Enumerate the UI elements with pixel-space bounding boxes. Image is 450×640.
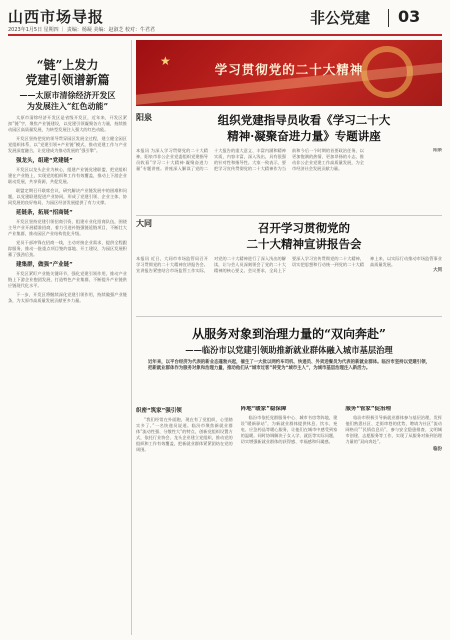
paragraph: 党员干部冲锋在招商一线，主动对接企业需求，提供全程跟踪服务，推动一批重点项目签约落地、开工建设，为园区发展积蓄了强劲后劲。: [8, 240, 127, 257]
section-title: 非公党建: [310, 9, 371, 27]
location-tag: 大同: [136, 219, 152, 228]
headline-line: 组织党建指导员收看《学习二十大: [217, 113, 391, 127]
left-article-body: [8, 115, 127, 304]
story-body: [136, 406, 442, 634]
left-article-title-line1: “链”上发力: [36, 58, 99, 72]
story-divider: [136, 215, 442, 216]
location-tag: 阳泉: [136, 113, 152, 122]
left-article-heading: [8, 58, 127, 112]
masthead-rule: [8, 34, 442, 36]
left-article: [8, 40, 132, 635]
story-headline: [168, 220, 440, 252]
paragraph: “我们经常在外面跑，现在有了党组织，心里踏实多了。”一名快递员说道。临汾市聚焦新就业群体“流动性强、分散性大”的特点，创新党组织设置方式，依托行业协会、龙头企业建立党组织，推动党的组织和工作有效覆盖，把新就业群体紧紧团结在党的周围。: [136, 417, 233, 452]
byline: 大同: [433, 268, 442, 273]
story-headline: 从服务对象到治理力量的“双向奔赴”: [192, 327, 386, 341]
story-divider: [136, 316, 442, 317]
byline: 阳泉: [433, 148, 442, 153]
main-content: [136, 40, 442, 635]
story-subheading: 织密“筑家”强引领: [136, 408, 182, 414]
byline: 临汾: [433, 447, 442, 452]
left-article-subheading: 强龙头，组建“党建链”: [16, 158, 73, 164]
paragraph: 开发区坚持把党的领导贯穿园区发展全过程，建立健全园区党组织体系，以“党建引领+产业链”模式，推动党建工作与产业发展深度融合，让党建成为推动发展的“强引擎”。: [8, 136, 127, 153]
paragraph: 开发区紧盯产业链关键环节，强化党建引领作用，推动产业链上下游企业抱团发展，打造特色产业集群，不断提升产业链供应链现代化水平。: [8, 271, 127, 288]
paragraph: 开发区坚持党建引领招商引资，组建专业化招商队伍，围绕主导产业开展精准招商，着力引进补链强链延链项目，不断壮大产业集群，推动园区产业结构优化升级。: [8, 219, 127, 236]
headline-line: 精神·凝聚奋进力量》专题讲座: [227, 129, 381, 143]
paper-name: 山西市场导报: [8, 8, 105, 26]
paragraph: 太原市清徐经济开发区是省级开发区，近年来，开发区紧扣“链”字，聚焦产业链建设，以党建引领凝聚各方力量，持续推动园区高质量发展，为转型发展注入强大的红色动能。: [8, 115, 127, 132]
banner-title: 学习贯彻党的二十大精神: [214, 62, 364, 77]
left-article-subtitle-line1: ——太原市清徐经济开发区: [19, 90, 116, 100]
paragraph: 下一步，开发区将继续深化党建引领作用，持续做强产业链条，为太原市高质量发展贡献更多力量。: [8, 292, 127, 303]
paragraph: 开发区以龙头企业为核心，组建产业链党建联盟，把党组织建在产业链上，实现党的组织和工作有效覆盖，推动上下游企业联动发展，共享资源，共促发展。: [8, 167, 127, 184]
story-subheadline: ——临汾市以党建引领助推新就业群体融入城市基层治理: [185, 345, 393, 355]
story-subheading: 服务“管家”促治理: [345, 406, 392, 412]
page-number: 03: [398, 7, 421, 26]
left-article-subtitle-line2: 为发展注入“红色动能”: [26, 101, 109, 111]
paragraph: 临汾市依托党群服务中心、城市书房等阵地，建设“暖新驿站”，为新就业群体提供休息、饮水、充电、应急药品等暖心服务，让他们在城市中感受到家的温暖。同时协调解决子女入学、就医等实际问题，切实增强新就业群体的获得感、幸福感和归属感。: [240, 415, 338, 444]
story-body: [136, 148, 442, 212]
left-article-title-line2: 党建引领谱新篇: [25, 73, 110, 87]
left-article-subheading: 建集群，做强“产业链”: [16, 262, 73, 268]
issue-meta: 2023年1月5日 星期四 ｜ 责编：杨凝 美编：赵淑芝 校对：牛君君: [8, 27, 156, 33]
paragraph: 临汾市积极引导新就业群体参与基层治理，发挥他们熟悉社区、走街串巷的优势，聘请为社区“流动网格员”“民情信息员”，参与安全隐患排查、文明城市创建、志愿服务等工作，实现了从服务对象到治理力量的“双向奔赴”。: [345, 415, 442, 444]
story-headline: [168, 112, 440, 144]
masthead-divider: [388, 9, 389, 27]
story-subheading: 阵地“暖家”稳保障: [240, 406, 287, 412]
feature-banner: [136, 40, 442, 106]
story-lead: 近年来，以平台经济为代表的新业态蓬勃兴起，催生了一大批以网约车司机、快递员、外卖送餐员为代表的新就业群体。临汾市坚持以党建引领，把新就业群体作为服务对象和治理力量，推动他们从“城市过客”转变为“城市主人”，为城市基层治理注入新活力。: [148, 360, 430, 372]
headline-line: 召开学习贯彻党的: [258, 221, 350, 235]
star-icon: ★: [160, 54, 171, 68]
headline-line: 二十大精神宣讲报告会: [246, 237, 362, 251]
paragraph: 联盟定期召开联席会议，研究解决产业链发展中的困难和问题，以党建联建促进产业协同，形成了党建引领、企业主体、协同发展的良好格局，为园区经济发展提供了有力支撑。: [8, 188, 127, 205]
left-article-subheading: 延链条，拓展“招商链”: [16, 210, 73, 216]
story-body: [136, 256, 442, 308]
paragraph: 本报讯 为深入学习贯彻党的二十大精神，阳泉市非公企业党委组织党建指导员收看“学习二十大精神·凝聚奋进力量”专题讲座。讲座深入解读了党的二十大报告的重大意义、丰富内涵和精神实质，内容丰富，深入浅出，具有很强的针对性和指导性。大家一致表示，要把学习宣传贯彻党的二十大精神作为当前和今后一个时期的首要政治任务，以更加饱满的热情、更加昂扬的斗志，推动非公企业党建工作高质量发展，为全市经济社会发展贡献力量。: [136, 148, 364, 171]
paragraph: 本报讯 近日，大同市市场监管局召开学习贯彻党的二十大精神宣讲报告会。宣讲报告紧密结合市场监管工作实际，对党的二十大精神进行了深入浅出的解读，让与会人员深刻领会了党的二十大精神的核心要义。会议要求，全局上下要深入学习宣传贯彻党的二十大精神，切实把思想和行动统一到党的二十大精神上来，以实际行动推动市场监管事业高质量发展。: [136, 256, 442, 273]
